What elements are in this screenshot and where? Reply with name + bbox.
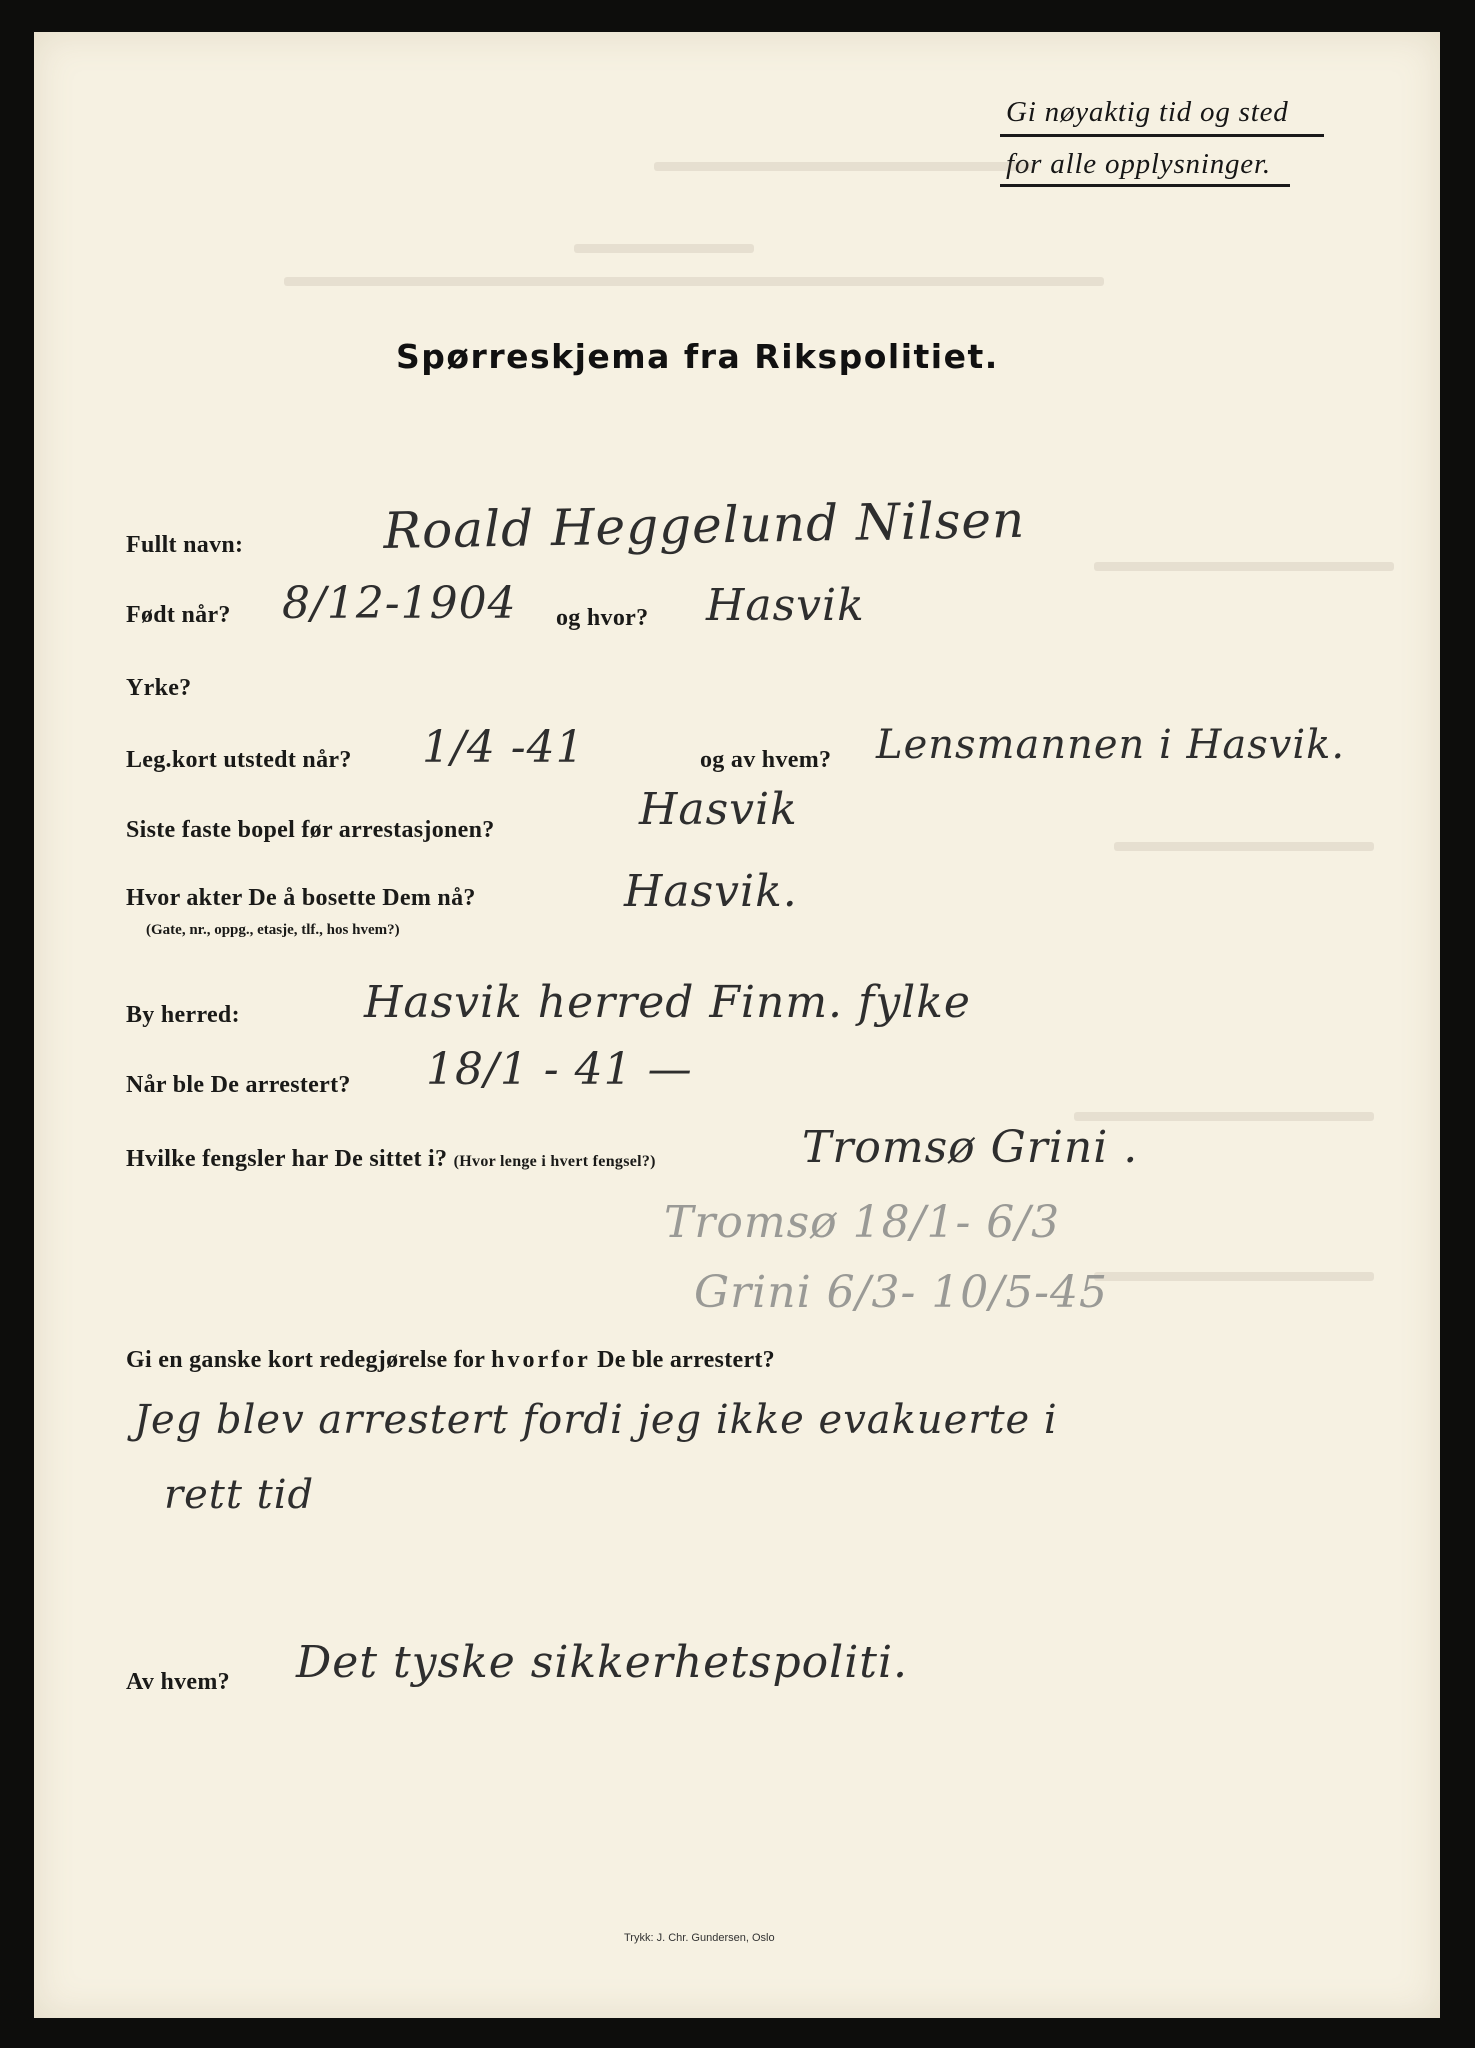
label-municipality: By herred: (126, 1002, 240, 1028)
bleed-through (1114, 842, 1374, 851)
bleed-through (1094, 562, 1394, 571)
value-id-card-by: Lensmannen i Hasvik. (876, 722, 1346, 768)
value-why-line-1: Jeg blev arrestert fordi jeg ikke evakuerte i (134, 1397, 1058, 1443)
bleed-through (1094, 1272, 1374, 1281)
value-prisons-detail-2: Grini 6/3- 10/5-45 (694, 1267, 1108, 1318)
value-id-card-issued: 1/4 -41 (422, 722, 585, 773)
page-title: Spørreskjema fra Rikspolitiet. (396, 337, 999, 376)
label-prisons-sub: (Hvor lenge i hvert fengsel?) (453, 1153, 656, 1170)
bleed-through (284, 277, 1104, 286)
label-last-residence: Siste faste bopel før arrestasjonen? (126, 817, 495, 843)
value-born-when: 8/12-1904 (282, 578, 517, 629)
label-prisons (126, 1146, 656, 1173)
notice-underline-2 (1000, 184, 1290, 187)
bleed-through (1074, 1112, 1374, 1121)
form-sheet (34, 32, 1440, 2018)
value-last-residence: Hasvik (639, 784, 798, 835)
value-prisons-detail-1: Tromsø 18/1- 6/3 (664, 1197, 1061, 1248)
value-why-line-2: rett tid (164, 1472, 315, 1518)
sublabel-settle: (Gate, nr., oppg., etasje, tlf., hos hvem?) (146, 922, 400, 938)
label-why-emphasis: hvorfor (491, 1347, 591, 1373)
notice-line-2: for alle opplysninger. (1006, 148, 1271, 180)
bleed-through (654, 162, 1034, 171)
value-arrested-by: Det tyske sikkerhetspoliti. (296, 1637, 909, 1688)
label-arrested-when: Når ble De arrestert? (126, 1072, 351, 1098)
label-born-where: og hvor? (556, 605, 649, 631)
value-arrested-when: 18/1 - 41 — (426, 1044, 693, 1095)
label-why-pre: Gi en ganske kort redegjørelse for (126, 1347, 492, 1373)
notice-line-1: Gi nøyaktig tid og sted (1006, 96, 1289, 128)
label-full-name: Fullt navn: (126, 532, 244, 558)
label-id-card-issued: Leg.kort utstedt når? (126, 747, 352, 773)
label-born-when: Født når? (126, 602, 231, 628)
label-settle: Hvor akter De å bosette Dem nå? (126, 885, 476, 911)
value-municipality: Hasvik herred Finm. fylke (364, 977, 971, 1028)
label-why-post: De ble arrestert? (590, 1347, 775, 1373)
bleed-through (574, 244, 754, 253)
label-occupation: Yrke? (126, 675, 192, 701)
label-prisons-main: Hvilke fengsler har De sittet i? (126, 1146, 448, 1172)
value-born-where: Hasvik (706, 580, 865, 631)
label-id-card-by: og av hvem? (700, 747, 832, 773)
printer-imprint: Trykk: J. Chr. Gundersen, Oslo (624, 1932, 775, 1944)
value-prisons: Tromsø Grini . (802, 1122, 1139, 1173)
notice-underline-1 (1000, 134, 1324, 137)
value-full-name: Roald Heggelund Nilsen (382, 490, 1026, 560)
value-settle: Hasvik. (624, 866, 798, 917)
label-why-arrested (126, 1347, 775, 1374)
label-arrested-by: Av hvem? (126, 1669, 230, 1695)
